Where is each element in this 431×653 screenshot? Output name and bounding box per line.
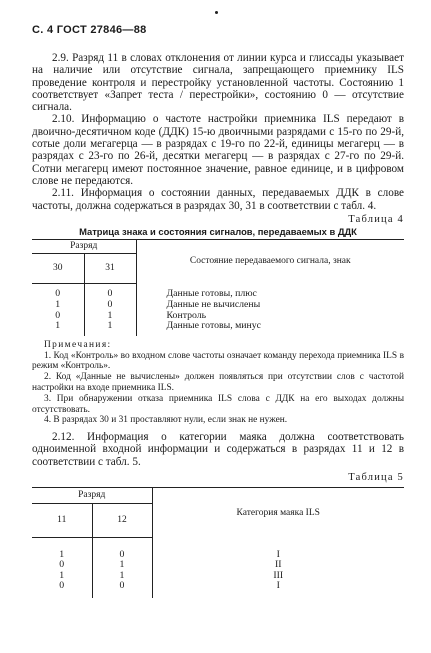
- table-row: 1 1 Данные готовы, минус: [32, 321, 404, 332]
- paragraph-2-12: 2.12. Информация о категории маяка должна соответствовать одноименной входной информации и содержаться в разрядах 11 и 12 в соответствии с табл. 5.: [32, 431, 404, 468]
- table-row: 1 1 III: [32, 571, 404, 582]
- table-5-col-12: 12: [92, 504, 152, 538]
- table-row: 0 1 II: [32, 560, 404, 571]
- page-header: С. 4 ГОСТ 27846—88: [32, 24, 147, 36]
- table-4-col-state: Состояние передаваемого сигнала, знак: [136, 239, 404, 283]
- table-5: [32, 487, 404, 598]
- table-5-col-11: 11: [32, 504, 92, 538]
- table-5-caption: Таблица 5: [348, 472, 404, 483]
- table-4-title: Матрица знака и состояния сигналов, передаваемых в ДДК: [79, 225, 357, 237]
- paragraph-2-11: 2.11. Информация о состоянии данных, передаваемых ДДК в слове частоты, должна содержаться в разрядах 30, 31 в соответствии с табл. 4.: [32, 187, 404, 212]
- table-row: 1 0 I: [32, 550, 404, 561]
- table-4-col-30: 30: [32, 253, 84, 283]
- table-5-col-category: Категория маяка ILS: [152, 488, 404, 538]
- scan-dot: [215, 11, 218, 14]
- note-item: 3. При обнаружении отказа приемника ILS слова с ДДК на его выходах должны отсутствовать.: [32, 393, 404, 415]
- table-row: 0 1 Контроль: [32, 311, 404, 322]
- table-row: 1 0 Данные не вычислены: [32, 300, 404, 311]
- table-4-notes: [32, 340, 404, 426]
- table-4-group-header: Разряд: [70, 241, 98, 252]
- document-body: [32, 52, 404, 598]
- table-row: 0 0 I: [32, 581, 404, 592]
- notes-heading: Примечания:: [44, 339, 112, 350]
- table-4-caption: Таблица 4: [348, 213, 404, 225]
- paragraph-2-9: 2.9. Разряд 11 в словах отклонения от линии курса и глиссады указывает на наличие или отсутствие сигнала, запрещающего приемнику ILS проведение контроля и перестройку установленной частоты. Состоянию 1 соответствует «Запрет теста / перестройки», состоянию 0 — отсутствие сигнала.: [32, 52, 404, 114]
- note-item: 1. Код «Контроль» во входном слове частоты означает команду перехода приемника ILS в режим «Контроль».: [32, 350, 404, 372]
- table-5-group-header: Разряд: [78, 490, 106, 501]
- table-4-col-31: 31: [84, 253, 136, 283]
- table-row: 0 0 Данные готовы, плюс: [32, 289, 404, 300]
- note-item: 2. Код «Данные не вычислены» должен появляться при отсутствии слов с частотой настройки на входе приемника ILS.: [32, 372, 404, 393]
- note-item: 4. В разрядах 30 и 31 проставляют нули, если знак не нужен.: [44, 415, 288, 426]
- paragraph-2-10: 2.10. Информацию о частоте настройки приемника ILS передают в двоично-десятичном коде (ДДК) 15-ю двоичными разрядами с 15-го по 29-й, сотые доли мегагерца — в разрядах с 19-го по 22-й, единицы мегагерц — в разрядах с 23-го по 26-й, десятки мегагерц — в разрядах с 27-го по 29-й. Сотни мегагерц имеют постоянное значение, равное единице, и в цифровом слове не передаются.: [32, 113, 404, 187]
- table-4: [32, 239, 404, 336]
